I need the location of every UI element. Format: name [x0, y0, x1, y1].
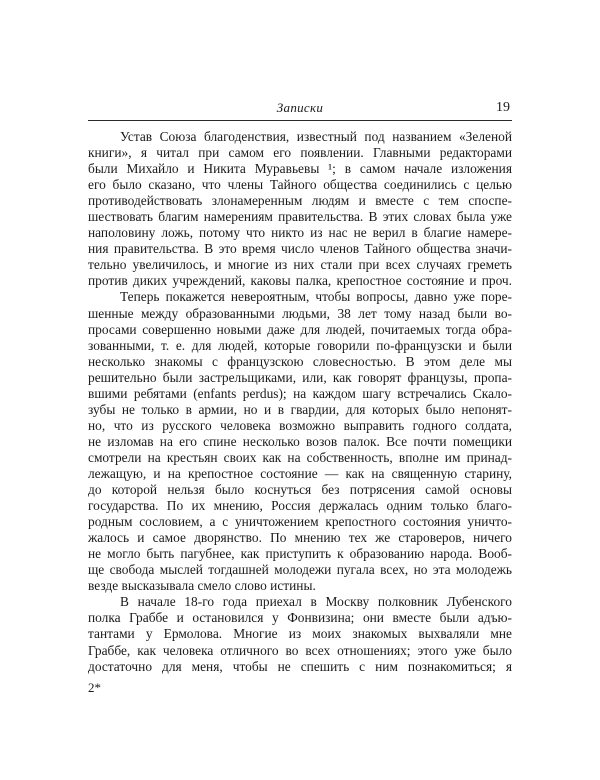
text-line: противодействовать злонамеренным людям и вместе с тем споспе-	[88, 193, 512, 209]
text-line: полка Граббе и остановился у Фонвизина; они вместе были адъю-	[88, 610, 512, 626]
text-line: Устав Союза благоденствия, известный под названием «Зеленой	[120, 129, 512, 144]
text-line: ще свобода мыслей тогдашней молодежи пугала всех, но эта молодежь	[88, 562, 512, 578]
text-line: шенные между образованными людьми, 38 лет тому назад были во-	[88, 305, 512, 321]
page-header	[88, 99, 512, 117]
signature-mark: 2*	[88, 680, 101, 695]
text-line: зубы не только в армии, но и в гвардии, для которых было непонят-	[88, 401, 512, 417]
paragraph	[88, 289, 512, 594]
text-line: Граббе, как человека отличного во всех отношениях; этого уже было	[88, 642, 512, 658]
text-line: вшими ребятами (enfants perdus); на каждом шагу встречались Скало-	[88, 385, 512, 401]
text-line: лежащую, и на крепостное состояние — как на священную старину,	[88, 465, 512, 481]
text-line: не могло быть пагубнее, как приступить к образованию народа. Вооб-	[88, 546, 512, 562]
text-line: книги», я читал при самом его появлении. Главными редакторами	[88, 145, 512, 161]
text-line: В начале 18-го года приехал в Москву полковник Лубенского	[120, 594, 512, 610]
text-line: жалось и самое дворянство. По мнению тех же староверов, ничего	[88, 530, 512, 546]
text-line: против диких учреждений, каковы палка, крепостное состояние и проч.	[88, 273, 512, 289]
text-line: несколько знакомы с французскою словесностью. В этом деле мы	[88, 353, 512, 369]
text-line: были Михайло и Никита Муравьевы ¹; в самом начале изложения	[88, 161, 512, 177]
paragraph	[88, 129, 512, 289]
header-rule	[88, 120, 512, 121]
body-text	[88, 129, 512, 675]
text-line: государства. По их мнению, Россия держалась одним только благо-	[88, 498, 512, 514]
text-line: достаточно для меня, чтобы не спешить с ним познакомиться; я	[88, 658, 512, 674]
text-line: тельно увеличилось, и многие из них стали при всех случаях греметь	[88, 257, 512, 273]
running-title: Записки	[276, 100, 324, 115]
text-line: родным сословием, а с уничтожением крепостного состояния уничто-	[88, 514, 512, 530]
text-line: до которой нельзя было коснуться без потрясения самой основы	[88, 482, 512, 498]
text-line: везде высказывала смело слово истины.	[88, 578, 316, 594]
text-line: наполовину ложь, потому что никто из нас не верил в благие намере-	[88, 225, 512, 241]
text-line: Теперь покажется невероятным, чтобы вопросы, давно уже поре-	[120, 289, 512, 305]
paragraph	[88, 594, 512, 674]
text-line: шествовать благим намерениям правительства. В этих словах была уже	[88, 209, 512, 225]
text-line: тантами у Ермолова. Многие из моих знакомых выхваляли мне	[88, 626, 512, 642]
text-line: его было сказано, что члены Тайного общества соединились с целью	[88, 177, 512, 193]
text-line: просами совершенно новыми даже для людей, почитаемых тогда обра-	[88, 321, 512, 337]
text-line: ния правительства. В это время число членов Тайного общества значи-	[88, 241, 512, 257]
text-line: смотрели на крестьян своих как на собственность, вполне им принад-	[88, 449, 512, 465]
text-line: зованными, т. е. для людей, которые говорили по-французски и были	[88, 337, 512, 353]
text-line: но, что из русского человека возможно выправить годного солдата,	[88, 417, 512, 433]
page-number: 19	[496, 100, 510, 115]
text-line: решительно были застрельщиками, или, как говорят французы, пропа-	[88, 369, 512, 385]
text-line: не изломав на его спине несколько возов палок. Все почти помещики	[88, 433, 512, 449]
